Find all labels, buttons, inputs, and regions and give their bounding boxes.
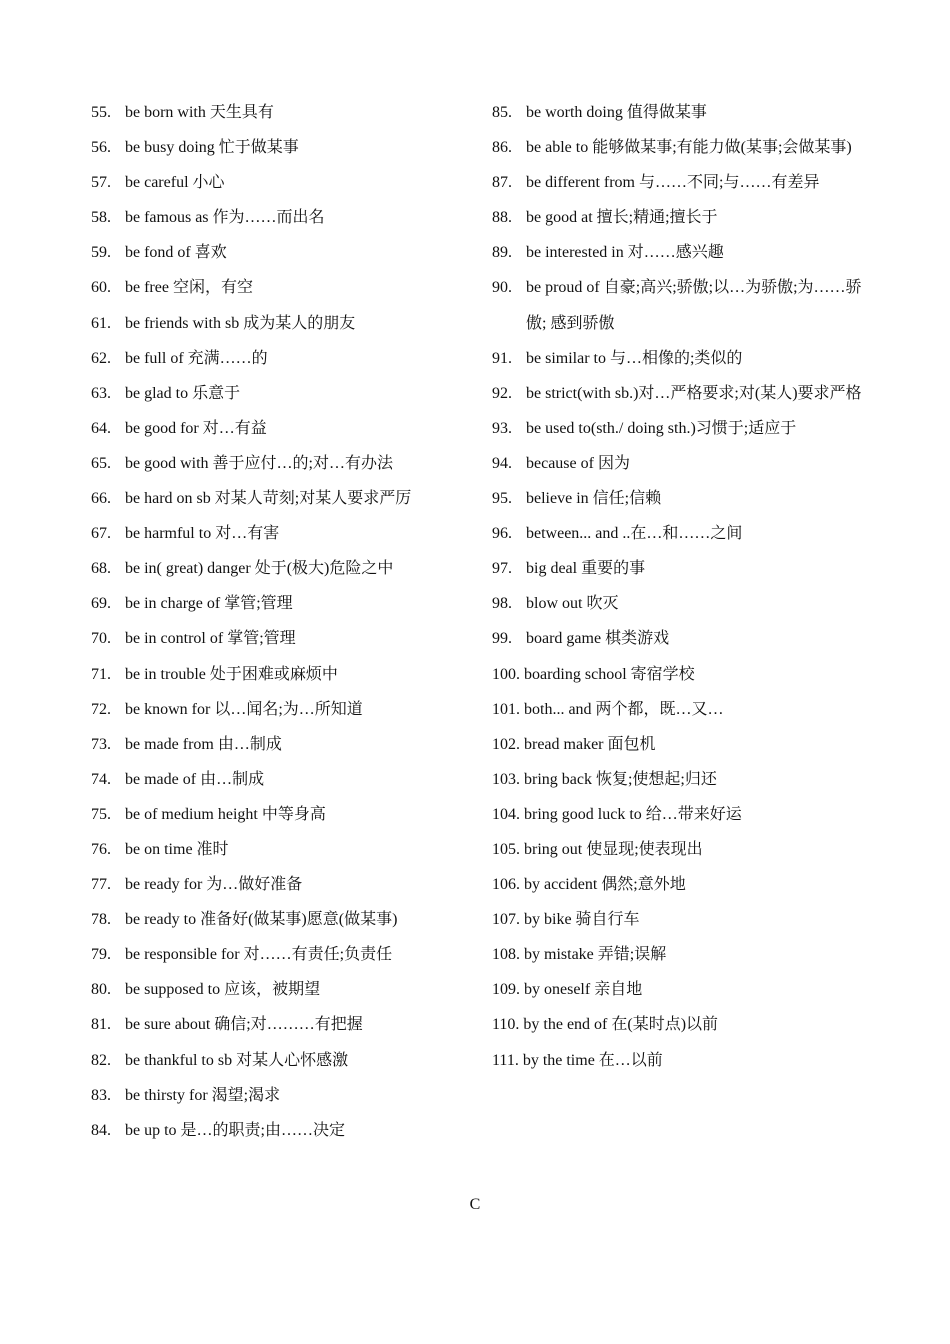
item-text: boarding school 寄宿学校 bbox=[524, 665, 695, 683]
item-number: 94. bbox=[492, 454, 512, 472]
item-text: be famous as 作为……而出名 bbox=[125, 209, 325, 227]
item-number: 83. bbox=[91, 1086, 111, 1104]
item-text: by the end of 在(某时点)以前 bbox=[523, 1016, 719, 1034]
item-text: be in( great) danger 处于(极大)危险之中 bbox=[125, 560, 394, 578]
list-item bbox=[492, 832, 864, 867]
item-number: 86. bbox=[492, 139, 512, 157]
item-number: 68. bbox=[91, 560, 111, 578]
item-text: be harmful to 对…有害 bbox=[125, 525, 280, 543]
left-column bbox=[91, 95, 451, 1148]
item-text: be similar to 与…相像的;类似的 bbox=[526, 349, 743, 367]
item-text: be fond of 喜欢 bbox=[125, 244, 227, 262]
list-item bbox=[91, 235, 451, 270]
list-item bbox=[492, 481, 864, 516]
item-number: 59. bbox=[91, 244, 111, 262]
item-number: 69. bbox=[91, 595, 111, 613]
item-number: 82. bbox=[91, 1051, 111, 1069]
list-item bbox=[492, 657, 864, 692]
item-text: be sure about 确信;对………有把握 bbox=[125, 1016, 363, 1034]
item-text: blow out 吹灭 bbox=[526, 595, 619, 613]
item-text: bring out 使显现;使表现出 bbox=[524, 840, 703, 858]
list-item bbox=[492, 621, 864, 656]
item-number: 67. bbox=[91, 525, 111, 543]
item-text: because of 因为 bbox=[526, 454, 630, 472]
item-number: 105. bbox=[492, 840, 524, 858]
list-item bbox=[91, 937, 451, 972]
item-text: by accident 偶然;意外地 bbox=[524, 876, 686, 894]
item-number: 81. bbox=[91, 1016, 111, 1034]
item-number: 64. bbox=[91, 419, 111, 437]
item-text: be glad to 乐意于 bbox=[125, 384, 241, 402]
item-text: be thankful to sb 对某人心怀感激 bbox=[125, 1051, 349, 1069]
item-text: be known for 以…闻名;为…所知道 bbox=[125, 700, 363, 718]
item-text: be proud of 自豪;高兴;骄傲;以…为骄傲;为……骄傲; 感到骄傲 bbox=[526, 279, 862, 332]
list-item bbox=[492, 1007, 864, 1042]
item-text: be made of 由…制成 bbox=[125, 770, 265, 788]
list-item bbox=[91, 902, 451, 937]
item-number: 61. bbox=[91, 314, 111, 332]
item-text: believe in 信任;信赖 bbox=[526, 490, 662, 508]
item-number: 95. bbox=[492, 490, 512, 508]
item-text: be friends with sb 成为某人的朋友 bbox=[125, 314, 356, 332]
list-item bbox=[492, 867, 864, 902]
item-text: be ready for 为…做好准备 bbox=[125, 876, 303, 894]
item-text: bread maker 面包机 bbox=[524, 735, 656, 753]
list-item bbox=[91, 341, 451, 376]
list-item bbox=[91, 306, 451, 341]
item-number: 109. bbox=[492, 981, 524, 999]
item-text: be free 空闲，有空 bbox=[125, 279, 253, 297]
item-text: be used to(sth./ doing sth.)习惯于;适应于 bbox=[526, 419, 797, 437]
item-text: be in control of 掌管;管理 bbox=[125, 630, 296, 648]
item-number: 104. bbox=[492, 805, 524, 823]
item-text: be supposed to 应该，被期望 bbox=[125, 981, 321, 999]
list-item bbox=[492, 270, 864, 340]
item-number: 90. bbox=[492, 279, 512, 297]
list-item bbox=[492, 762, 864, 797]
list-item bbox=[492, 902, 864, 937]
item-text: big deal 重要的事 bbox=[526, 560, 646, 578]
list-item bbox=[91, 657, 451, 692]
item-number: 79. bbox=[91, 946, 111, 964]
item-text: be thirsty for 渴望;渴求 bbox=[125, 1086, 281, 1104]
list-item bbox=[91, 727, 451, 762]
list-item bbox=[492, 446, 864, 481]
item-text: be careful 小心 bbox=[125, 174, 225, 192]
item-number: 102. bbox=[492, 735, 524, 753]
item-number: 76. bbox=[91, 840, 111, 858]
list-item bbox=[492, 376, 864, 411]
item-number: 108. bbox=[492, 946, 524, 964]
page-label: C bbox=[469, 1196, 481, 1213]
item-number: 80. bbox=[91, 981, 111, 999]
list-item bbox=[492, 341, 864, 376]
list-item bbox=[492, 1043, 864, 1078]
list-item bbox=[492, 95, 864, 130]
list-item bbox=[492, 727, 864, 762]
list-item bbox=[91, 376, 451, 411]
item-number: 89. bbox=[492, 244, 512, 262]
item-text: be good at 擅长;精通;擅长于 bbox=[526, 209, 718, 227]
item-text: be responsible for 对……有责任;负责任 bbox=[125, 946, 393, 964]
item-number: 98. bbox=[492, 595, 512, 613]
item-number: 84. bbox=[91, 1121, 111, 1139]
item-number: 77. bbox=[91, 876, 111, 894]
list-item bbox=[91, 762, 451, 797]
item-text: be busy doing 忙于做某事 bbox=[125, 139, 299, 157]
item-text: by oneself 亲自地 bbox=[524, 981, 643, 999]
item-number: 87. bbox=[492, 174, 512, 192]
item-text: board game 棋类游戏 bbox=[526, 630, 670, 648]
item-number: 85. bbox=[492, 104, 512, 121]
item-text: be on time 准时 bbox=[125, 840, 229, 858]
list-item bbox=[91, 165, 451, 200]
item-number: 56. bbox=[91, 139, 111, 157]
item-text: be in trouble 处于困难或麻烦中 bbox=[125, 665, 338, 683]
item-number: 70. bbox=[91, 630, 111, 648]
list-item bbox=[91, 200, 451, 235]
list-item bbox=[492, 937, 864, 972]
item-text: be up to 是…的职责;由……决定 bbox=[125, 1121, 345, 1139]
item-number: 58. bbox=[91, 209, 111, 227]
list-item bbox=[91, 446, 451, 481]
list-item bbox=[492, 692, 864, 727]
item-number: 101. bbox=[492, 700, 524, 718]
list-item bbox=[91, 270, 451, 305]
item-text: by bike 骑自行车 bbox=[524, 911, 640, 929]
item-text: both... and 两个都，既…又… bbox=[524, 700, 724, 718]
list-item bbox=[492, 130, 864, 165]
item-number: 55. bbox=[91, 104, 111, 121]
item-text: be made from 由…制成 bbox=[125, 735, 282, 753]
item-text: by the time 在…以前 bbox=[522, 1051, 663, 1069]
item-text: be interested in 对……感兴趣 bbox=[526, 244, 724, 262]
list-item bbox=[492, 551, 864, 586]
item-text: be in charge of 掌管;管理 bbox=[125, 595, 293, 613]
list-item bbox=[492, 411, 864, 446]
item-number: 57. bbox=[91, 174, 111, 192]
list-item bbox=[91, 1113, 451, 1148]
item-number: 92. bbox=[492, 384, 512, 402]
item-text: be hard on sb 对某人苛刻;对某人要求严厉 bbox=[125, 490, 412, 508]
page-footer bbox=[0, 1193, 950, 1217]
item-text: bring good luck to 给…带来好运 bbox=[524, 805, 742, 823]
list-item bbox=[91, 797, 451, 832]
item-text: be good for 对…有益 bbox=[125, 419, 267, 437]
item-number: 110. bbox=[492, 1016, 524, 1034]
item-text: be different from 与……不同;与……有差异 bbox=[526, 174, 820, 192]
item-text: be strict(with sb.)对…严格要求;对(某人)要求严格 bbox=[526, 384, 862, 402]
list-item bbox=[492, 235, 864, 270]
item-number: 93. bbox=[492, 419, 512, 437]
item-number: 100. bbox=[492, 665, 524, 683]
item-number: 66. bbox=[91, 490, 111, 508]
item-text: be able to 能够做某事;有能力做(某事;会做某事) bbox=[526, 139, 852, 157]
item-number: 75. bbox=[91, 805, 111, 823]
list-item bbox=[492, 586, 864, 621]
item-text: be born with 天生具有 bbox=[125, 104, 274, 121]
list-item bbox=[91, 621, 451, 656]
list-item bbox=[91, 551, 451, 586]
list-item bbox=[91, 516, 451, 551]
item-text: be of medium height 中等身高 bbox=[125, 805, 326, 823]
item-number: 72. bbox=[91, 700, 111, 718]
item-text: bring back 恢复;使想起;归还 bbox=[524, 770, 717, 788]
list-item bbox=[492, 165, 864, 200]
list-item bbox=[91, 1043, 451, 1078]
item-number: 73. bbox=[91, 735, 111, 753]
list-item bbox=[91, 95, 451, 130]
item-text: be worth doing 值得做某事 bbox=[526, 104, 707, 121]
item-number: 91. bbox=[492, 349, 512, 367]
list-item bbox=[91, 411, 451, 446]
list-item bbox=[91, 1007, 451, 1042]
list-item bbox=[91, 130, 451, 165]
item-number: 71. bbox=[91, 665, 111, 683]
list-item bbox=[492, 797, 864, 832]
item-number: 99. bbox=[492, 630, 512, 648]
list-item bbox=[91, 832, 451, 867]
item-number: 106. bbox=[492, 876, 524, 894]
item-number: 111. bbox=[492, 1051, 523, 1069]
item-number: 88. bbox=[492, 209, 512, 227]
list-item bbox=[492, 200, 864, 235]
list-item bbox=[91, 481, 451, 516]
item-text: be full of 充满……的 bbox=[125, 349, 268, 367]
item-number: 97. bbox=[492, 560, 512, 578]
item-number: 78. bbox=[91, 911, 111, 929]
list-item bbox=[492, 516, 864, 551]
item-text: be good with 善于应付…的;对…有办法 bbox=[125, 454, 393, 472]
right-column bbox=[492, 95, 864, 1078]
item-number: 60. bbox=[91, 279, 111, 297]
list-item bbox=[492, 972, 864, 1007]
item-number: 63. bbox=[91, 384, 111, 402]
list-item bbox=[91, 586, 451, 621]
item-text: between... and ..在…和……之间 bbox=[526, 525, 743, 543]
item-number: 103. bbox=[492, 770, 524, 788]
item-number: 96. bbox=[492, 525, 512, 543]
item-number: 62. bbox=[91, 349, 111, 367]
list-item bbox=[91, 1078, 451, 1113]
item-number: 107. bbox=[492, 911, 524, 929]
item-number: 65. bbox=[91, 454, 111, 472]
item-text: be ready to 准备好(做某事)愿意(做某事) bbox=[125, 911, 398, 929]
list-item bbox=[91, 692, 451, 727]
list-item bbox=[91, 972, 451, 1007]
list-item bbox=[91, 867, 451, 902]
item-text: by mistake 弄错;误解 bbox=[524, 946, 667, 964]
item-number: 74. bbox=[91, 770, 111, 788]
